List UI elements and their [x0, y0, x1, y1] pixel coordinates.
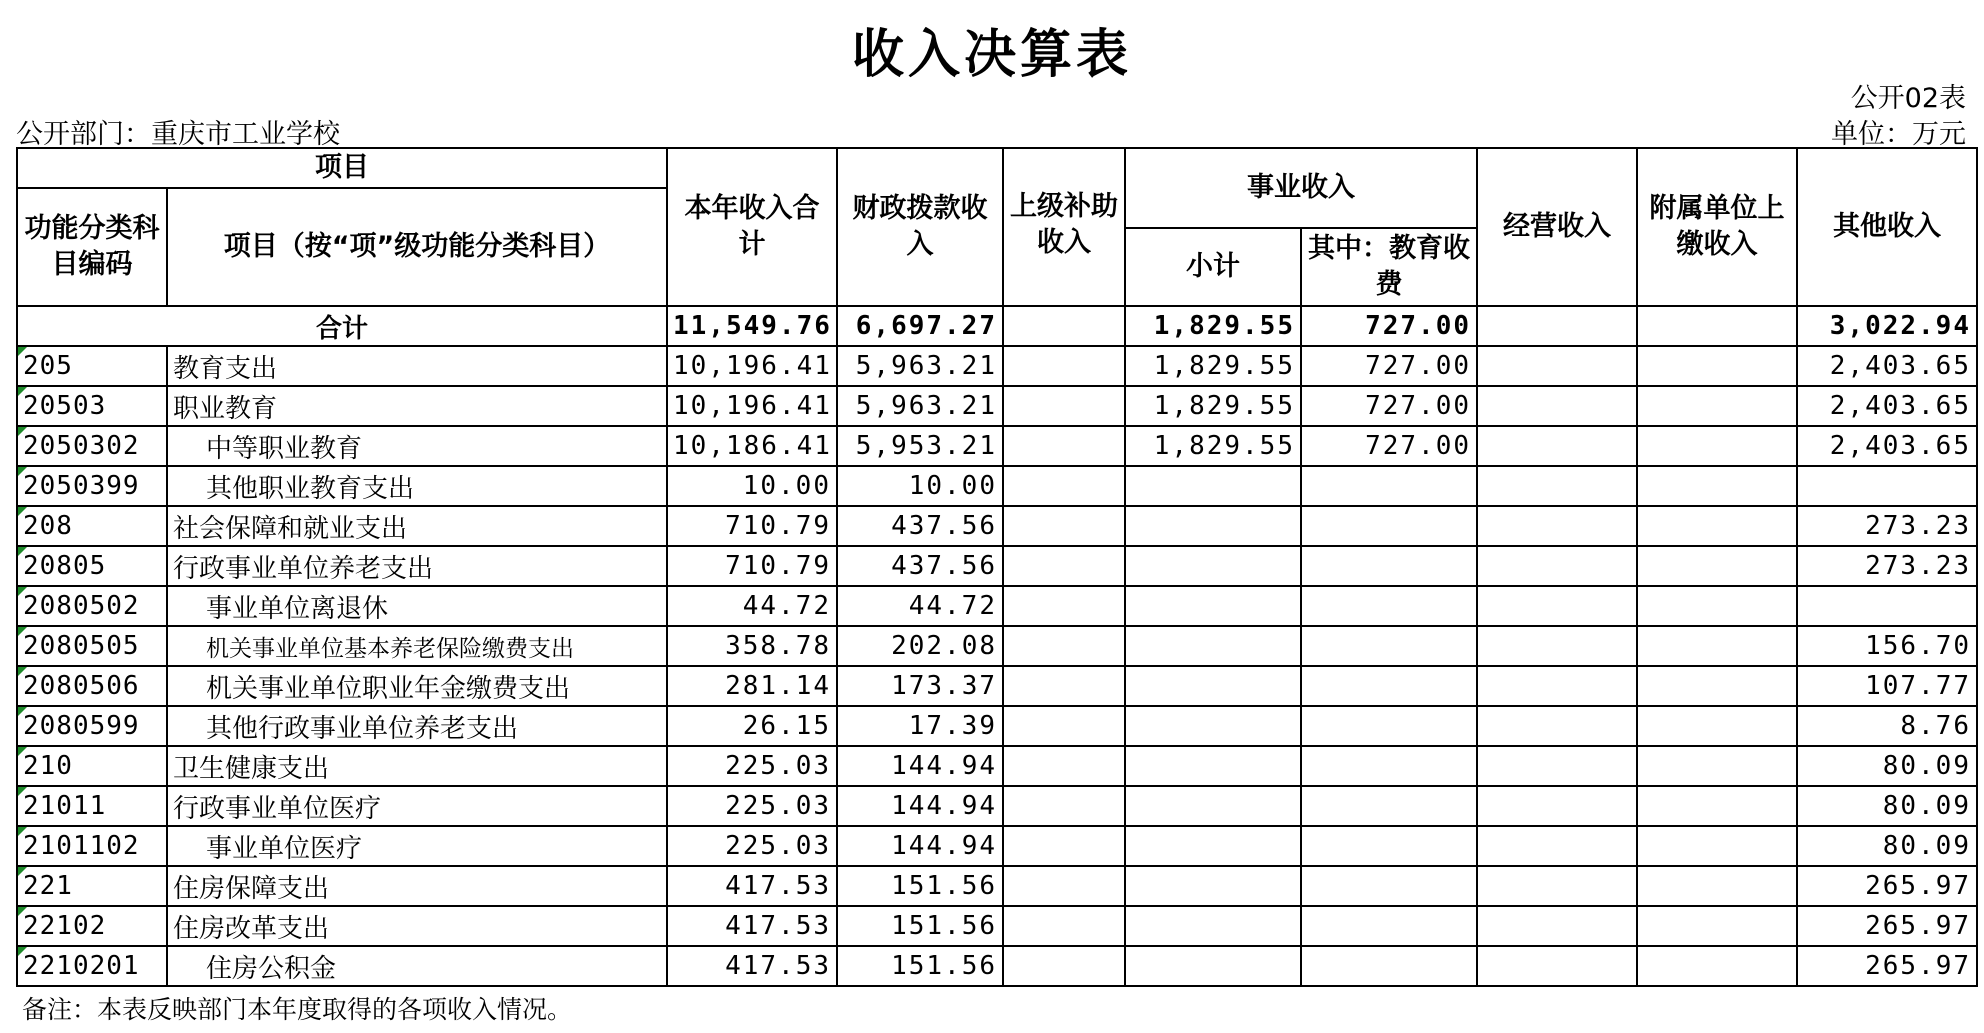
page-title: 收入决算表 — [851, 25, 1132, 85]
row-total: 10.00 — [667, 466, 837, 506]
row-subtotal — [1125, 706, 1301, 746]
header-code: 功能分类科目编码 — [17, 188, 167, 306]
row-fiscal: 44.72 — [837, 586, 1003, 626]
header-superior: 上级补助收入 — [1003, 148, 1125, 306]
row-edu-fee: 727.00 — [1301, 426, 1477, 466]
row-subtotal — [1125, 786, 1301, 826]
row-edu-fee — [1301, 546, 1477, 586]
row-subtotal: 1,829.55 — [1125, 346, 1301, 386]
row-total: 225.03 — [667, 786, 837, 826]
row-affiliate — [1637, 826, 1797, 866]
row-fiscal: 173.37 — [837, 666, 1003, 706]
row-fiscal: 151.56 — [837, 946, 1003, 986]
header-subtotal: 小计 — [1125, 228, 1301, 306]
footnote: 备注：本表反映部门本年度取得的各项收入情况。 — [22, 995, 573, 1024]
header-other: 其他收入 — [1797, 148, 1977, 306]
row-total: 225.03 — [667, 826, 837, 866]
row-fiscal: 5,953.21 — [837, 426, 1003, 466]
row-affiliate — [1637, 386, 1797, 426]
table-row — [17, 786, 1977, 826]
row-code: 21011 — [17, 786, 167, 826]
row-name: 住房保障支出 — [167, 866, 667, 906]
row-affiliate — [1637, 946, 1797, 986]
header-career-group: 事业收入 — [1125, 148, 1477, 228]
row-fiscal: 5,963.21 — [837, 346, 1003, 386]
row-total: 225.03 — [667, 746, 837, 786]
row-other: 265.97 — [1797, 946, 1977, 986]
row-superior — [1003, 706, 1125, 746]
row-edu-fee — [1301, 746, 1477, 786]
row-superior — [1003, 906, 1125, 946]
row-other: 265.97 — [1797, 866, 1977, 906]
row-business — [1477, 746, 1637, 786]
total-total: 11,549.76 — [667, 306, 837, 346]
row-code: 2080502 — [17, 586, 167, 626]
row-superior — [1003, 946, 1125, 986]
table-number: 公开02表 — [1850, 83, 1966, 114]
table-row — [17, 386, 1977, 426]
row-name: 中等职业教育 — [167, 426, 667, 466]
row-business — [1477, 586, 1637, 626]
header-fiscal: 财政拨款收入 — [837, 148, 1003, 306]
row-code: 20503 — [17, 386, 167, 426]
header-affiliate: 附属单位上缴收入 — [1637, 148, 1797, 306]
row-fiscal: 151.56 — [837, 866, 1003, 906]
row-affiliate — [1637, 866, 1797, 906]
header-edu-fee: 其中：教育收费 — [1301, 228, 1477, 306]
row-business — [1477, 866, 1637, 906]
row-superior — [1003, 786, 1125, 826]
row-superior — [1003, 466, 1125, 506]
row-edu-fee: 727.00 — [1301, 386, 1477, 426]
row-business — [1477, 466, 1637, 506]
row-affiliate — [1637, 666, 1797, 706]
row-total: 710.79 — [667, 546, 837, 586]
header-business: 经营收入 — [1477, 148, 1637, 306]
row-code: 221 — [17, 866, 167, 906]
row-affiliate — [1637, 546, 1797, 586]
row-subtotal — [1125, 746, 1301, 786]
row-affiliate — [1637, 706, 1797, 746]
total-subtotal: 1,829.55 — [1125, 306, 1301, 346]
row-code: 2080505 — [17, 626, 167, 666]
row-superior — [1003, 506, 1125, 546]
table-row — [17, 546, 1977, 586]
row-edu-fee: 727.00 — [1301, 346, 1477, 386]
table-row — [17, 346, 1977, 386]
row-other: 80.09 — [1797, 786, 1977, 826]
row-superior — [1003, 826, 1125, 866]
row-edu-fee — [1301, 946, 1477, 986]
row-fiscal: 144.94 — [837, 826, 1003, 866]
row-name: 其他职业教育支出 — [167, 466, 667, 506]
row-business — [1477, 786, 1637, 826]
row-subtotal — [1125, 546, 1301, 586]
row-code: 20805 — [17, 546, 167, 586]
row-fiscal: 202.08 — [837, 626, 1003, 666]
row-total: 281.14 — [667, 666, 837, 706]
row-code: 205 — [17, 346, 167, 386]
row-edu-fee — [1301, 586, 1477, 626]
row-affiliate — [1637, 506, 1797, 546]
row-superior — [1003, 746, 1125, 786]
row-superior — [1003, 586, 1125, 626]
row-code: 2080599 — [17, 706, 167, 746]
total-other: 3,022.94 — [1797, 306, 1977, 346]
row-name: 社会保障和就业支出 — [167, 506, 667, 546]
row-subtotal — [1125, 626, 1301, 666]
row-other — [1797, 586, 1977, 626]
row-edu-fee — [1301, 906, 1477, 946]
row-code: 2050302 — [17, 426, 167, 466]
row-subtotal — [1125, 506, 1301, 546]
row-affiliate — [1637, 426, 1797, 466]
table-row — [17, 706, 1977, 746]
row-subtotal: 1,829.55 — [1125, 426, 1301, 466]
row-edu-fee — [1301, 826, 1477, 866]
row-code: 208 — [17, 506, 167, 546]
row-superior — [1003, 666, 1125, 706]
row-business — [1477, 426, 1637, 466]
row-business — [1477, 546, 1637, 586]
row-other — [1797, 466, 1977, 506]
row-total: 10,196.41 — [667, 346, 837, 386]
table-row — [17, 626, 1977, 666]
table-row — [17, 666, 1977, 706]
row-affiliate — [1637, 786, 1797, 826]
row-name: 其他行政事业单位养老支出 — [167, 706, 667, 746]
row-edu-fee — [1301, 666, 1477, 706]
department-label: 公开部门：重庆市工业学校 — [16, 119, 340, 150]
row-code: 2050399 — [17, 466, 167, 506]
unit-label: 单位：万元 — [1831, 119, 1966, 150]
row-edu-fee — [1301, 506, 1477, 546]
table-row — [17, 586, 1977, 626]
row-name: 事业单位医疗 — [167, 826, 667, 866]
total-label: 合计 — [17, 306, 667, 346]
table-row — [17, 866, 1977, 906]
row-affiliate — [1637, 586, 1797, 626]
table-row — [17, 506, 1977, 546]
row-fiscal: 437.56 — [837, 546, 1003, 586]
row-name: 行政事业单位养老支出 — [167, 546, 667, 586]
header-total: 本年收入合计 — [667, 148, 837, 306]
row-name: 住房改革支出 — [167, 906, 667, 946]
row-name: 机关事业单位基本养老保险缴费支出 — [167, 626, 667, 666]
row-other: 2,403.65 — [1797, 426, 1977, 466]
row-total: 710.79 — [667, 506, 837, 546]
row-fiscal: 10.00 — [837, 466, 1003, 506]
row-subtotal: 1,829.55 — [1125, 386, 1301, 426]
table-row — [17, 906, 1977, 946]
row-total: 417.53 — [667, 946, 837, 986]
row-edu-fee — [1301, 466, 1477, 506]
table-row — [17, 826, 1977, 866]
row-name: 行政事业单位医疗 — [167, 786, 667, 826]
row-name: 住房公积金 — [167, 946, 667, 986]
row-superior — [1003, 386, 1125, 426]
row-other: 2,403.65 — [1797, 386, 1977, 426]
row-total: 10,196.41 — [667, 386, 837, 426]
row-edu-fee — [1301, 626, 1477, 666]
row-business — [1477, 826, 1637, 866]
row-business — [1477, 946, 1637, 986]
header-item-group: 项目 — [17, 148, 667, 188]
row-business — [1477, 346, 1637, 386]
row-business — [1477, 666, 1637, 706]
row-total: 417.53 — [667, 866, 837, 906]
row-fiscal: 437.56 — [837, 506, 1003, 546]
row-business — [1477, 506, 1637, 546]
row-business — [1477, 626, 1637, 666]
row-code: 2101102 — [17, 826, 167, 866]
row-subtotal — [1125, 906, 1301, 946]
row-other: 273.23 — [1797, 506, 1977, 546]
row-affiliate — [1637, 466, 1797, 506]
row-fiscal: 144.94 — [837, 786, 1003, 826]
total-edu-fee: 727.00 — [1301, 306, 1477, 346]
row-edu-fee — [1301, 706, 1477, 746]
row-superior — [1003, 546, 1125, 586]
total-fiscal: 6,697.27 — [837, 306, 1003, 346]
row-other: 273.23 — [1797, 546, 1977, 586]
total-superior — [1003, 306, 1125, 346]
row-other: 156.70 — [1797, 626, 1977, 666]
row-name: 职业教育 — [167, 386, 667, 426]
row-total: 358.78 — [667, 626, 837, 666]
table-row — [17, 746, 1977, 786]
row-subtotal — [1125, 946, 1301, 986]
row-business — [1477, 906, 1637, 946]
row-subtotal — [1125, 826, 1301, 866]
table-row — [17, 466, 1977, 506]
row-superior — [1003, 866, 1125, 906]
row-affiliate — [1637, 906, 1797, 946]
row-code: 22102 — [17, 906, 167, 946]
table-row — [17, 426, 1977, 466]
row-fiscal: 5,963.21 — [837, 386, 1003, 426]
row-affiliate — [1637, 626, 1797, 666]
row-subtotal — [1125, 666, 1301, 706]
row-other: 265.97 — [1797, 906, 1977, 946]
row-superior — [1003, 426, 1125, 466]
row-fiscal: 144.94 — [837, 746, 1003, 786]
total-affiliate — [1637, 306, 1797, 346]
row-affiliate — [1637, 746, 1797, 786]
row-total: 10,186.41 — [667, 426, 837, 466]
row-total: 417.53 — [667, 906, 837, 946]
income-table — [16, 147, 1978, 987]
row-other: 107.77 — [1797, 666, 1977, 706]
row-code: 210 — [17, 746, 167, 786]
row-edu-fee — [1301, 786, 1477, 826]
row-other: 8.76 — [1797, 706, 1977, 746]
row-code: 2210201 — [17, 946, 167, 986]
row-subtotal — [1125, 466, 1301, 506]
row-name: 卫生健康支出 — [167, 746, 667, 786]
row-fiscal: 17.39 — [837, 706, 1003, 746]
row-name: 事业单位离退休 — [167, 586, 667, 626]
row-business — [1477, 706, 1637, 746]
row-total: 26.15 — [667, 706, 837, 746]
row-total: 44.72 — [667, 586, 837, 626]
row-superior — [1003, 626, 1125, 666]
header-name: 项目（按“项”级功能分类科目） — [167, 188, 667, 306]
table-row — [17, 946, 1977, 986]
row-fiscal: 151.56 — [837, 906, 1003, 946]
row-edu-fee — [1301, 866, 1477, 906]
row-subtotal — [1125, 586, 1301, 626]
row-subtotal — [1125, 866, 1301, 906]
row-name: 机关事业单位职业年金缴费支出 — [167, 666, 667, 706]
row-name: 教育支出 — [167, 346, 667, 386]
row-superior — [1003, 346, 1125, 386]
total-row — [17, 306, 1977, 346]
total-business — [1477, 306, 1637, 346]
row-other: 80.09 — [1797, 746, 1977, 786]
row-code: 2080506 — [17, 666, 167, 706]
row-other: 80.09 — [1797, 826, 1977, 866]
row-business — [1477, 386, 1637, 426]
row-other: 2,403.65 — [1797, 346, 1977, 386]
row-affiliate — [1637, 346, 1797, 386]
